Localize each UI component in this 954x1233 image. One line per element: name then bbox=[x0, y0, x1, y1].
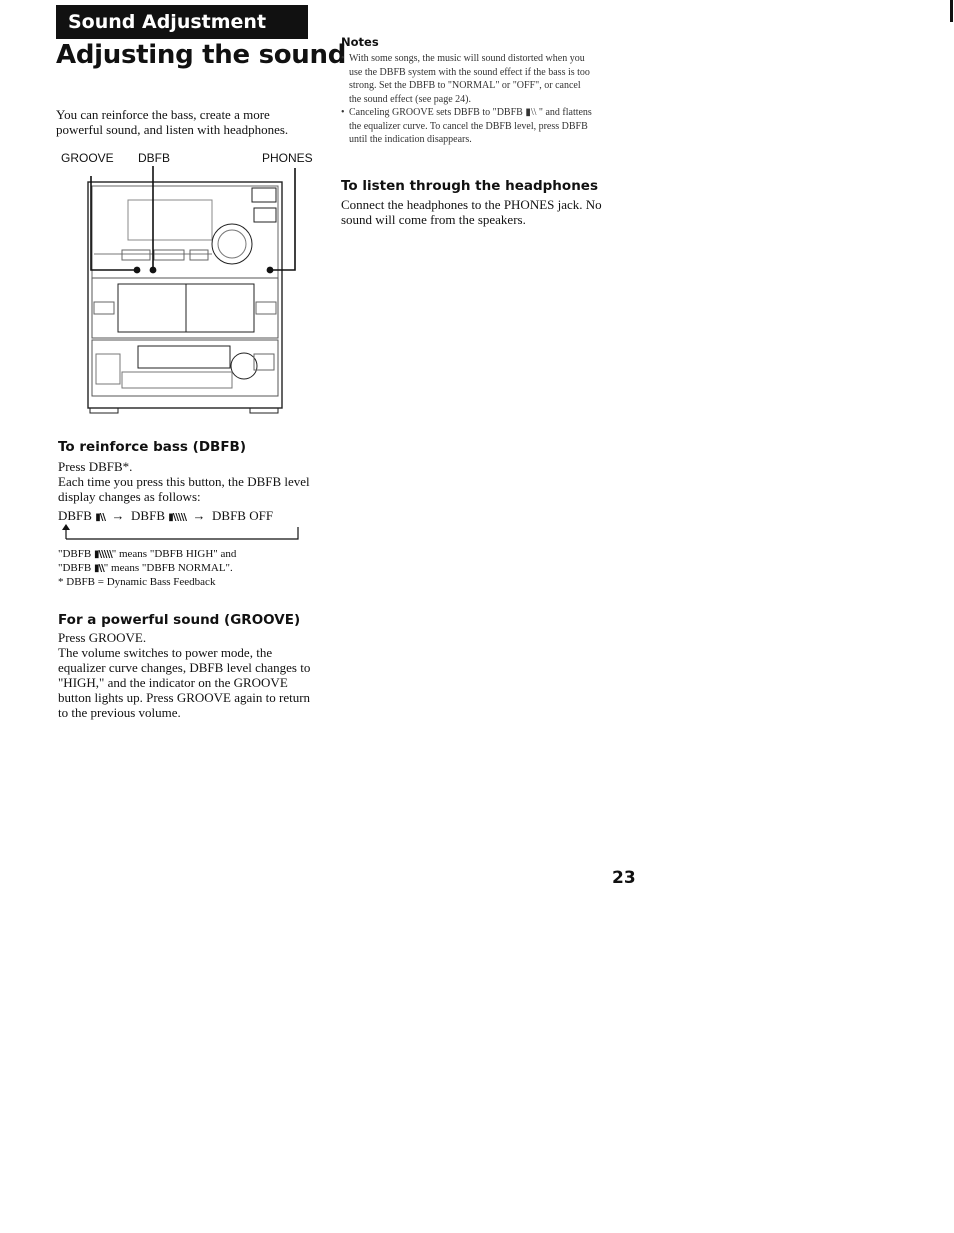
sequence-step-normal: DBFB bbox=[58, 508, 92, 523]
note-item: • With some songs, the music will sound distorted when you use the DBFB system with the sound effect if the bass is too strong. Set the DBFB to "NORMAL" or "OFF", or cancel the sound effect (see page 24). bbox=[341, 52, 593, 106]
sequence-arrow: → bbox=[111, 508, 125, 523]
quote-text: " means "DBFB NORMAL". bbox=[103, 562, 233, 574]
heading-groove: For a powerful sound (GROOVE) bbox=[58, 612, 301, 628]
quote-text: "DBFB bbox=[58, 562, 92, 574]
page-title: Adjusting the sound bbox=[56, 40, 347, 70]
dbfb-normal-level-icon: ▮\\ bbox=[93, 563, 104, 574]
dbfb-high-level-icon: ▮\\\\\ bbox=[93, 549, 112, 560]
headphones-description: Connect the headphones to the PHONES jack. No sound will come from the speakers. bbox=[341, 197, 602, 227]
quote-text: "DBFB bbox=[58, 548, 92, 560]
dbfb-press-instruction: Press DBFB*. bbox=[58, 459, 133, 474]
note-item: • Canceling GROOVE sets DBFB to "DBFB ▮\\ " and flattens the equalizer curve. To cancel the DBFB level, press DBFB until the indication disappears. bbox=[341, 106, 593, 147]
notes-list bbox=[341, 52, 593, 147]
heading-headphones: To listen through the headphones bbox=[341, 178, 598, 194]
dbfb-footnote: * DBFB = Dynamic Bass Feedback bbox=[58, 576, 216, 588]
quote-text: " means "DBFB HIGH" and bbox=[111, 548, 237, 560]
sequence-step-off: DBFB OFF bbox=[212, 508, 274, 523]
page-edge-mark bbox=[950, 0, 953, 22]
groove-description: The volume switches to power mode, the equalizer curve changes, DBFB level changes to "HIGH," and the indicator on the GROOVE button lights up. Press GROOVE again to return to the previous volume. bbox=[58, 645, 311, 720]
label-dbfb: DBFB bbox=[138, 151, 171, 165]
sequence-step-high: DBFB bbox=[131, 508, 165, 523]
heading-reinforce-bass: To reinforce bass (DBFB) bbox=[58, 439, 246, 455]
notes-heading: Notes bbox=[341, 35, 379, 49]
dbfb-normal-level-icon: ▮\\ bbox=[95, 512, 106, 523]
intro-paragraph: You can reinforce the bass, create a more powerful sound, and listen with headphones. bbox=[56, 107, 289, 137]
page-number: 23 bbox=[612, 868, 636, 888]
stereo-system-illustration bbox=[82, 164, 302, 416]
section-tab: Sound Adjustment bbox=[56, 5, 308, 39]
dbfb-description: Each time you press this button, the DBFB level display changes as follows: bbox=[58, 474, 310, 504]
groove-press-instruction: Press GROOVE. bbox=[58, 630, 147, 645]
sequence-arrow: → bbox=[192, 508, 206, 523]
dbfb-high-meaning bbox=[58, 547, 236, 562]
dbfb-high-level-icon: ▮\\\\\ bbox=[168, 512, 187, 523]
label-groove: GROOVE bbox=[61, 151, 114, 165]
dbfb-normal-meaning bbox=[58, 561, 233, 576]
sequence-loop-arrow bbox=[58, 523, 304, 541]
label-phones: PHONES bbox=[262, 151, 313, 165]
